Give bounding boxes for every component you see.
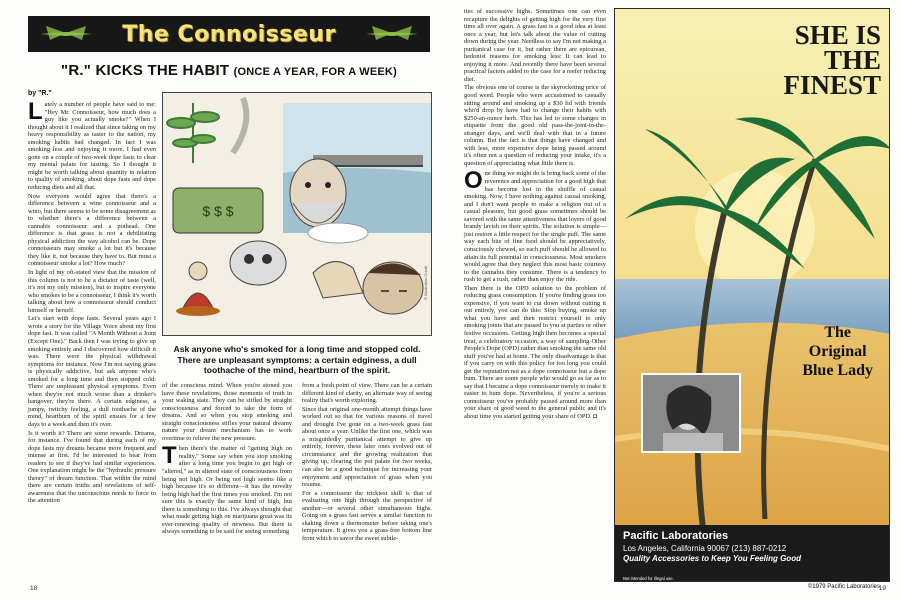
right-page — [450, 0, 900, 600]
article-headline — [28, 62, 430, 79]
drop-cap: O — [464, 167, 483, 195]
cannabis-leaf-icon — [362, 22, 422, 46]
column-banner — [28, 16, 430, 52]
paragraph: Let's start with dope fasts. Several years ago I wrote a story for the Village Voice about my first dope fast. It was called "A Month Without a Joint (Except One)." Back then I was trying to give up smoking entirely and I discovered how difficult it was. There were the physical withdrawal symptoms for instance. Now I'm not saying grass is physically addictive, but ask anyone who's smoked for a long time and then stopped cold: There are unpleasant physical symptoms. Even when they're not much worse than a drinker's hangover, they're there. A certain edginess, a jumpy, twitchy feeling, a dull toothache of the mind, heartburn of the spirit ensues for a few days to a week and then it's over. — [28, 315, 156, 428]
ad-copyright: ©1979 Pacific Laboratories — [807, 584, 880, 590]
paragraph: ties of successive highs. Sometimes one can even recapture the delights of getting high for the very first time all over again. A grass fast is a good idea at least once a year, but let's talk about the value of cutting down during the year. Needless to say I'm not making a puritanical case for it, but rather there are epicurean, hedonist reasons for smoking less: It can lead to enjoying it more. And recently there have been several practical factors added to the case for a reefer reducing diet. — [464, 8, 606, 83]
page-number: 18 — [30, 585, 38, 592]
ad-company: Pacific Laboratories — [623, 530, 729, 542]
paragraph: of the conscious mind. When you're stoned you have these revelations, those moments of truth in your waking state. They can be stifled by straight consciousness and forced to take the form of dreams. And so when you stop smoking and straight consciousness stifles your natural dreamy nature your dream mechanism has to work overtime to relieve the new pressure. — [162, 382, 292, 442]
paragraph: For a connoisseur the trickiest skill is that of evaluating one high through the perspective of another—or several other simultaneous highs. Going on a grass fast serves a similar function to shaking down a thermometer before taking one's temperature. It gives you a grass-free bottom line from which to savor the sweet subtle- — [302, 489, 432, 542]
ad-photo — [641, 373, 741, 453]
article-column-1 — [28, 98, 156, 506]
page-number: 19 — [878, 585, 886, 592]
article-column-2 — [162, 382, 292, 537]
article-illustration — [162, 92, 432, 336]
paragraph: Is it worth it? There are some rewards. Dreams, for instance. I've found that during each of my dope fasts my dreams became more frequent and intense at first. I'd be interested to hear from readers to see if they've had similar experiences. One explanation might be the "hydraulic pressure theory" of dream function. That within the mind there are certain truths and revelations of self-awareness that the unconscious needs to force to the attention — [28, 429, 156, 505]
advertisement — [614, 8, 890, 582]
paragraph: The obvious one of course is the skyrocketing price of good weed. People who were accustomed to casually sitting around and smoking up a $30 lid with friends who'd drop by have had to change their habits with $250-an-ounce herb. This has led to some changes in etiquette from the good old pass-the-joint-to-the-stranger days, and we'll deal with that in a future column. But the fact is that things have changed and with less, more expensive dope being passed around it's often not a question of reducing your intake, it's a question of appreciating what little there is. — [464, 84, 606, 167]
article-column-3 — [302, 382, 432, 543]
headline-main: "R." KICKS THE HABIT — [61, 62, 230, 79]
illustration-caption: Ask anyone who's smoked for a long time and stopped cold. There are unpleasant symptoms: a certain edginess, a dull toothache of the mind, heartburn of the spirit. — [173, 344, 421, 375]
intro-paragraph: Lately a number of people have said to me: "Hey Mr. Connoisseur, how much does a guy like you actually smoke?" When I thought about it I realized that since taking on my heavy responsibility as taster to the nation, my smoking habits had changed. In fact I was smoking less and enjoying it more. I had even gone on a couple of two-week dope fasts to clear my mental palate for tasting. So I thought it might be worth talking about quantity in relation to quality of smoking, about dope fasts and dope reducing diets and all that. — [28, 98, 156, 192]
paragraph: Then there is the OPD solution to the problem of reducing grass consumption. If you're finding grass too expensive, if you want to cut down without cutting it out entirely, you can do this: Stop buying, smoke up what you have and then restrict yourself to only smoking joints that are passed to you at parties or other festive occasions. Getting high then becomes a special treat, a celebratory occasion, a way of sampling Other People's Dope (OPD) rather than smoking the same old stuff you've had at home. The only disadvantage is that if you carry on with this policy for too long you could get the reputation not as a dope connoisseur but a dope bum. There are some people who would go as far as to say that I became a dope connoisseur merely to make it easier to bum dope. Nevertheless, if you're a serious connoisseur you've probably passed around more than your share of good weed to the general public and it's about time you started getting your share of OPD. ◘ — [464, 284, 606, 420]
paragraph: In light of my oft-stated view that the mission of this column is not to be a dictator of taste (well, it's not my only mission), but to inspire everyone who smokes to be a connoisseur, I think it's worth talking about how a connoisseur should conduct himself or herself. — [28, 269, 156, 314]
paragraph: Then there's the matter of "getting high on reality." Some say when you stop smoking after a long time you begin to get high or "altered," as in altered state of consciousness from being not high. Or being not high seems like a high because it's so different—it has the novelty being high had the first times you smoked. I'm not sure this is exactly the same kind of high, but there is something to this. I've always thought that what made getting high on marijuana great was its ever-renewing quality of newness. But there is always something to be said for seeing something — [162, 442, 292, 536]
ad-tagline: Quality Accessories to Keep You Feeling Good — [623, 554, 801, 563]
paragraph: from a fresh point of view. There can be a certain different kind of clarity, an alternate way of seeing reality that's worth exploring. — [302, 382, 432, 405]
ad-footer — [615, 525, 890, 582]
byline: by "R." — [28, 90, 52, 97]
drop-cap: L — [28, 98, 43, 125]
svg-text:$ $ $: $ $ $ — [202, 203, 234, 219]
article-column-4 — [464, 8, 606, 422]
illustration-art — [163, 93, 432, 336]
headline-sub: (ONCE A YEAR, FOR A WEEK) — [233, 66, 397, 78]
paragraph: One thing we might do is bring back some of the reverence and appreciation for a good high that has become lost in the shuffle of casual smoking. Now, I have nothing against casual smoking, and I don't want people to make a religion out of a casual pleasure, but good grass sometimes should be savored with the same attentiveness that lovers of good brandy lavish on their spirits. The solution is simple—just restore a little respect for the single puff. The same way each bite of fine food should be appreciatively, consciously chewed, so each puff should be allowed to attain its full potential in consciousness. Most smokers would agree that they neglect this most basic courtesy to the cannabis they consume. There is a tendency to rush to get a rush, rather than enjoy the ride. — [464, 167, 606, 284]
column-title: The Connoisseur — [108, 22, 350, 47]
illustration-credit: © Illustration Credit — [423, 265, 428, 300]
paragraph: Now everyone would agree that there's a difference between a wine connoisseur and a wino, but there seems to be some disagreement as to whether there's a difference between a cannabis connoisseur and a pothead. One difference is that grass is not a debilitating physical addiction the way alcohol can be. Dope connoisseurs may smoke a lot but it's because they like it, not because they have to. But must a connoisseur smoke a lot? How much? — [28, 192, 156, 268]
ad-address: Los Angeles, California 90067 (213) 887-0212 — [623, 544, 787, 553]
cannabis-leaf-icon — [36, 22, 96, 46]
ad-headline: SHE IS THE FINEST — [783, 20, 881, 100]
drop-cap: T — [162, 442, 177, 470]
ad-disclaimer: Not intended for illegal use. — [623, 576, 674, 581]
ad-product-name: The Original Blue Lady — [802, 324, 873, 379]
paragraph: Since that original one-month attempt things have worked out so that for various reasons of travel and drought I've gone on a two-week grass fast about once a year. Unlike the first one, which was a misguidedly puritanical attempt to give up entirely, forever, these later ones evolved out of circumstance and the growing realization that giving up, clearing the pot palate for two weeks, can also be a good technique for increasing your enjoyment and appreciation of grass when you resume. — [302, 405, 432, 489]
